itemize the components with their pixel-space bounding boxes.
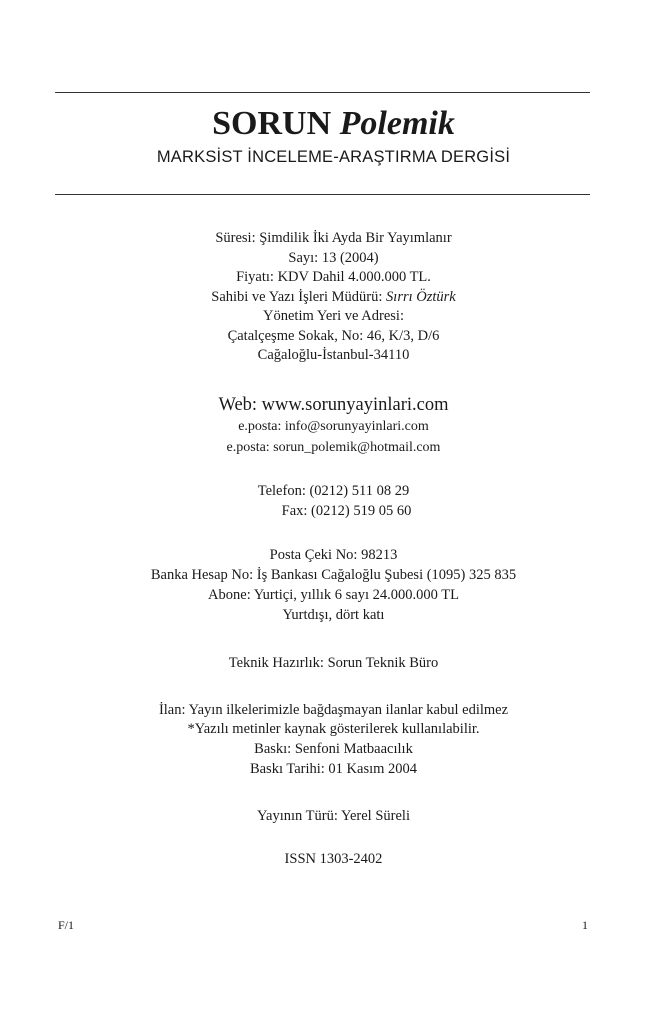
postal-check-line: Posta Çeki No: 98213 xyxy=(269,547,398,563)
phone-line: Telefon: (0212) 511 08 29 xyxy=(257,483,410,499)
magazine-subtitle: MARKSİST İNCELEME-ARAŞTIRMA DERGİSİ xyxy=(156,148,511,166)
citation-line: *Yazılı metinler kaynak gösterilerek kullanılabilir. xyxy=(187,721,480,737)
page-number: 1 xyxy=(582,918,588,932)
print-date-line: Baskı Tarihi: 01 Kasım 2004 xyxy=(249,761,418,777)
address-line-1: Çatalçeşme Sokak, No: 46, K/3, D/6 xyxy=(227,327,440,344)
fax-line: Fax: (0212) 519 05 60 xyxy=(281,503,412,519)
bottom-rule xyxy=(55,194,590,195)
footer-left-code: F/1 xyxy=(58,918,75,932)
bank-account-line: Banka Hesap No: İş Bankası Cağaloğlu Şubesi (1095) 325 835 xyxy=(150,567,517,583)
issue-line: Sayı: 13 (2004) xyxy=(288,249,379,266)
owner-label: Sahibi ve Yazı İşleri Müdürü: xyxy=(211,288,383,305)
address-label: Yönetim Yeri ve Adresi: xyxy=(263,308,404,324)
address-line-2: Cağaloğlu-İstanbul-34110 xyxy=(257,347,410,363)
magazine-title xyxy=(0,104,667,144)
issn-line: ISSN 1303-2402 xyxy=(284,851,383,867)
title-main: SORUN xyxy=(212,105,332,142)
publication-type-line: Yayının Türü: Yerel Süreli xyxy=(257,808,410,824)
email-line-1: e.posta: info@sorunyayinlari.com xyxy=(238,419,429,434)
owner-name: Sırrı Öztürk xyxy=(386,288,456,305)
period-line: Süresi: Şimdilik İki Ayda Bir Yayımlanır xyxy=(215,230,452,246)
ads-line: İlan: Yayın ilkelerimizle bağdaşmayan ilanlar kabul edilmez xyxy=(158,702,509,718)
top-rule xyxy=(55,92,590,93)
technical-line: Teknik Hazırlık: Sorun Teknik Büro xyxy=(228,655,439,671)
printer-line: Baskı: Senfoni Matbaacılık xyxy=(254,741,413,757)
subscription-abroad-line: Yurtdışı, dört katı xyxy=(282,607,385,623)
email-line-2: e.posta: sorun_polemik@hotmail.com xyxy=(226,440,441,455)
web-line: Web: www.sorunyayinlari.com xyxy=(218,395,449,415)
title-italic: Polemik xyxy=(339,105,455,142)
price-line: Fiyatı: KDV Dahil 4.000.000 TL. xyxy=(236,269,431,285)
subscription-line: Abone: Yurtiçi, yıllık 6 sayı 24.000.000 TL xyxy=(208,587,459,603)
owner-line xyxy=(0,288,667,306)
